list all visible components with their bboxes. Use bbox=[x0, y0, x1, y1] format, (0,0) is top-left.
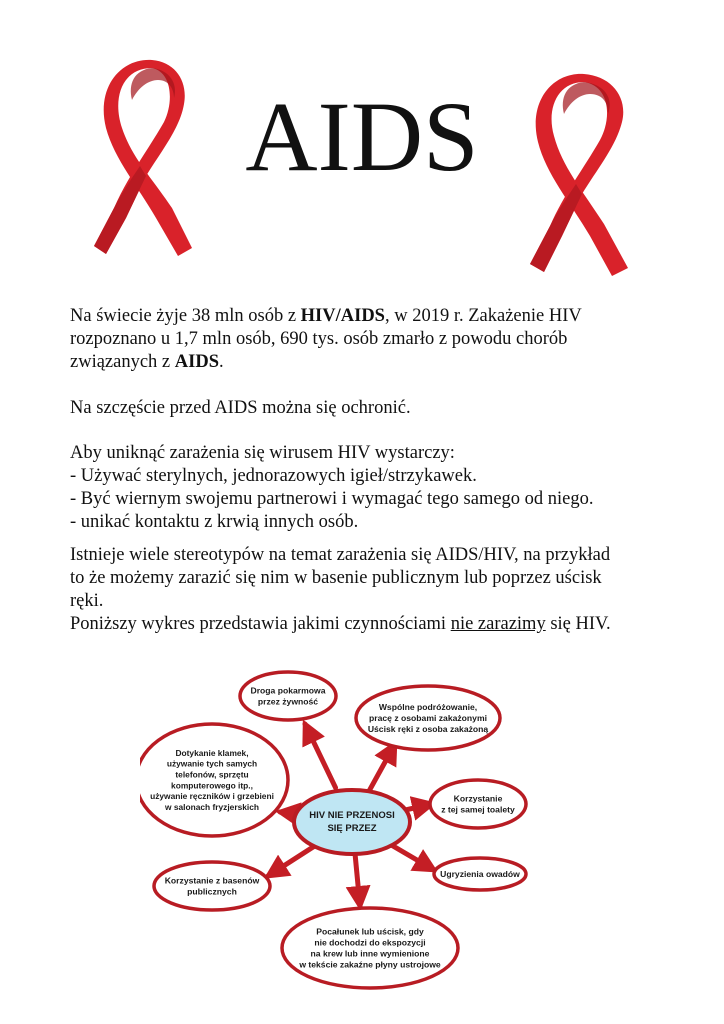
stereotypes-line-3: ręki. bbox=[70, 591, 104, 611]
stereotypes-line-4: Poniższy wykres przedstawia jakimi czynnościami nie zarazimy się HIV. bbox=[70, 614, 611, 634]
prevention-intro: Aby uniknąć zarażenia się wirusem HIV wystarczy: bbox=[70, 443, 455, 463]
diagram-node-label: Wspólne podróżowanie, bbox=[378, 702, 478, 713]
diagram-node-label: Uścisk ręki z osoba zakażoną bbox=[367, 724, 489, 735]
diagram-node-label: na krew lub inne wymienione bbox=[310, 948, 430, 959]
diagram-center-node bbox=[294, 790, 410, 854]
paragraph-statistics bbox=[70, 305, 670, 374]
diagram-node-label: w salonach fryzjerskich bbox=[164, 801, 260, 812]
diagram-node-label: komputerowego itp., bbox=[171, 780, 253, 791]
paragraph-statistics-line-3: związanych z AIDS. bbox=[70, 352, 224, 372]
paragraph-stereotypes bbox=[70, 544, 670, 636]
diagram-center-label: HIV NIE PRZENOSI bbox=[309, 810, 395, 821]
prevention-item: - Być wiernym swojemu partnerowi i wymagać tego samego od niego. bbox=[70, 489, 594, 509]
paragraph-statistics-line-2: rozpoznano u 1,7 mln osób, 690 tys. osób zmarło z powodu chorób bbox=[70, 329, 568, 349]
hiv-transmission-diagram bbox=[140, 662, 610, 992]
diagram-node-label: nie dochodzi do ekspozycji bbox=[314, 937, 426, 948]
diagram-node-label: Korzystanie bbox=[453, 793, 503, 804]
diagram-node-label: Droga pokarmowa bbox=[250, 685, 326, 696]
diagram-node-label: Korzystanie z basenów bbox=[164, 875, 260, 886]
diagram-node-label: Pocałunek lub uścisk, gdy bbox=[316, 926, 424, 937]
diagram-node-label: z tej samej toalety bbox=[441, 804, 515, 815]
diagram-node-label: Ugryzienia owadów bbox=[440, 869, 520, 880]
diagram-arrow bbox=[367, 744, 395, 795]
stereotypes-line-1: Istnieje wiele stereotypów na temat zarażenia się AIDS/HIV, na przykład bbox=[70, 545, 611, 565]
diagram-canvas bbox=[140, 662, 610, 992]
diagram-node-label: pracę z osobami zakażonymi bbox=[369, 713, 487, 724]
paragraph-prevention bbox=[70, 442, 670, 534]
diagram-node-label: przez żywność bbox=[257, 696, 319, 707]
diagram-node-label: w tekście zakaźne płyny ustrojowe bbox=[299, 959, 441, 970]
diagram-node-label: publicznych bbox=[187, 886, 237, 897]
page-title: AIDS bbox=[245, 81, 479, 192]
diagram-node-label: Dotykanie klamek, bbox=[175, 747, 249, 758]
prevention-item: - unikać kontaktu z krwią innych osób. bbox=[70, 512, 359, 532]
diagram-node-label: używanie tych samych bbox=[166, 758, 258, 769]
paragraph-protection: Na szczęście przed AIDS można się ochronić. bbox=[70, 398, 411, 418]
diagram-center-label: SIĘ PRZEZ bbox=[327, 823, 377, 834]
diagram-arrow bbox=[355, 851, 360, 906]
diagram-node-label: telefonów, sprzętu bbox=[175, 769, 249, 780]
prevention-item: - Używać sterylnych, jednorazowych igieł/strzykawek. bbox=[70, 466, 477, 486]
diagram-arrow bbox=[305, 724, 336, 788]
paragraph-statistics-line-1: Na świecie żyje 38 mln osób z HIV/AIDS, w 2019 r. Zakażenie HIV bbox=[70, 306, 582, 326]
diagram-node-label: używanie ręczników i grzebieni bbox=[150, 791, 274, 802]
stereotypes-line-2: to że możemy zarazić się nim w basenie publicznym lub poprzez uścisk bbox=[70, 568, 602, 588]
